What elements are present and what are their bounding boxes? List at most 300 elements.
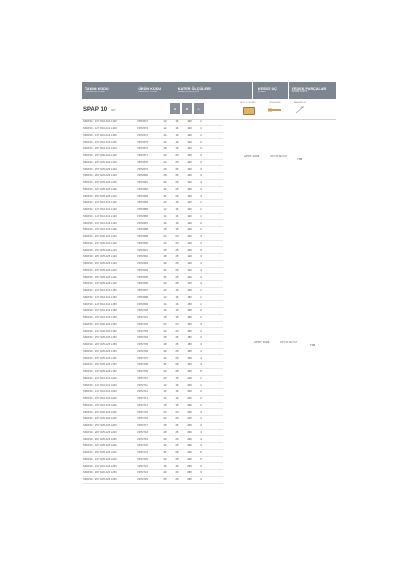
dim-h-cell: 12 <box>163 383 167 387</box>
group-number-cell: 2 <box>200 147 202 151</box>
dim-h-cell: 20 <box>163 410 167 414</box>
dim-l-cell: 200 <box>187 403 192 407</box>
ordering-code-cell: SPAP10 - 20Y D20 A20 L200 <box>83 410 117 414</box>
dim-h-cell: 32 <box>163 268 167 272</box>
dim-h-cell: 25 <box>163 167 167 171</box>
dim-h-cell: 40 <box>163 370 167 374</box>
dim-l-cell: 200 <box>187 397 192 401</box>
key-thumb-label: ANAHTAR KEY <box>293 102 307 104</box>
table-row <box>83 335 223 342</box>
dim-h-cell: 32 <box>163 356 167 360</box>
dim-l-cell: 150 <box>187 349 192 353</box>
product-code-cell: VRT2723 <box>137 464 148 468</box>
dim-b-cell: 25 <box>175 268 179 272</box>
dim-h-cell: 16 <box>163 397 167 401</box>
screw-group-2: VRT 04 M2,5x7 <box>280 341 298 344</box>
dim-h-cell: 18 <box>163 147 167 151</box>
dim-h-cell: 14 <box>163 133 167 137</box>
group-number-cell: 1 <box>200 383 202 387</box>
dim-b-cell: 25 <box>175 457 179 461</box>
dim-l-cell: 150 <box>187 336 192 340</box>
table-row <box>83 146 223 153</box>
product-code-cell: VRT2678 <box>137 160 148 164</box>
product-family-angle: 90° <box>111 108 116 112</box>
group-number-cell: 4 <box>200 363 202 367</box>
product-code-cell: VRT2705 <box>137 343 148 347</box>
ordering-code-cell: SPAP10 - 32Y D25 A25 L120 <box>83 268 117 272</box>
dim-h-cell: 28 <box>163 343 167 347</box>
table-row <box>83 281 223 288</box>
table-row <box>83 362 223 369</box>
dim-b-cell: 25 <box>175 248 179 252</box>
dim-b-cell: 20 <box>175 329 179 333</box>
dim-h-cell: 25 <box>163 424 167 428</box>
product-code-cell: VRT2681 <box>137 181 148 185</box>
dim-h-cell: 22 <box>163 241 167 245</box>
dim-h-cell: 14 <box>163 390 167 394</box>
dim-l-cell: 120 <box>187 248 192 252</box>
group-number-cell: 3 <box>200 248 202 252</box>
dim-b-cell: 16 <box>175 295 179 299</box>
product-code-cell: VRT2697 <box>137 289 148 293</box>
ordering-code-cell: SPAP10 - 22Y D20 A20 L150 <box>83 329 117 333</box>
product-code-cell: VRT2718 <box>137 430 148 434</box>
ordering-code-cell: SPAP10 - 35Y D25 A25 L120 <box>83 275 117 279</box>
ordering-code-cell: SPAP10 - 40Y D25 A25 L200 <box>83 457 117 461</box>
header-insert-title: KESİCİ UÇ <box>257 86 277 91</box>
table-row <box>83 436 223 443</box>
ordering-code-cell: SPAP10 - 16Y D16 A16 L100 <box>83 140 117 144</box>
table-row <box>83 200 223 207</box>
dim-l-box <box>194 103 204 114</box>
dim-b-cell: 25 <box>175 262 179 266</box>
dim-l-cell: 150 <box>187 322 192 326</box>
insert-group-1: APKT 1003 <box>244 154 260 158</box>
dim-l-cell: 200 <box>187 390 192 394</box>
dim-h-cell: 22 <box>163 160 167 164</box>
group-number-cell: 4 <box>200 356 202 360</box>
ordering-code-cell: SPAP10 - 35Y D25 A25 L100 <box>83 194 117 198</box>
dim-l-cell: 100 <box>187 167 192 171</box>
table-row <box>83 234 223 241</box>
group-number-cell: 3 <box>200 235 202 239</box>
dim-h-label: H <box>173 106 177 111</box>
header-insert-sub: INSERT <box>257 91 267 94</box>
group-number-cell: 5 <box>200 457 202 461</box>
product-code-cell: VRT2692 <box>137 255 148 259</box>
group-number-cell: 1 <box>200 208 202 212</box>
ordering-code-cell: SPAP10 - 14Y D16 A14 L120 <box>83 214 117 218</box>
ordering-code-cell: SPAP10 - 18Y D16 A16 L150 <box>83 316 117 320</box>
group-number-cell: 3 <box>200 241 202 245</box>
ordering-code-cell: SPAP10 - 12Y D16 A12 L200 <box>83 383 117 387</box>
dim-l-cell: 200 <box>187 457 192 461</box>
group-number-cell: 1 <box>200 376 202 380</box>
product-code-cell: VRT2709 <box>137 370 148 374</box>
group-number-cell: 4 <box>200 430 202 434</box>
product-code-cell: VRT2707 <box>137 356 148 360</box>
table-row <box>83 227 223 234</box>
dim-l-cell: 200 <box>187 430 192 434</box>
product-code-cell: VRT2677 <box>137 154 148 158</box>
product-code-cell: VRT2716 <box>137 417 148 421</box>
dim-l-cell: 100 <box>187 127 192 131</box>
group-number-cell: 3 <box>200 336 202 340</box>
dim-h-cell: 20 <box>163 235 167 239</box>
dim-b-cell: 25 <box>175 336 179 340</box>
dim-l-cell: 250 <box>187 478 192 482</box>
group-number-cell: 4 <box>200 268 202 272</box>
group-number-cell: 3 <box>200 424 202 428</box>
dim-h-cell: 25 <box>163 248 167 252</box>
header-product-code <box>138 82 178 99</box>
dim-b-cell: 25 <box>175 478 179 482</box>
header-product-code-title: ÜRÜN KODU <box>138 86 162 91</box>
ordering-code-cell: SPAP10 - 18Y D16 A16 L120 <box>83 228 117 232</box>
dim-h-cell: 10 <box>163 201 167 205</box>
dim-b-cell: 16 <box>175 228 179 232</box>
table-row <box>83 470 223 477</box>
dim-l-cell: 150 <box>187 363 192 367</box>
ordering-code-cell: SPAP10 - 18Y D16 A16 L100 <box>83 147 117 151</box>
group-number-cell: 3 <box>200 154 202 158</box>
dim-l-cell: 100 <box>187 194 192 198</box>
product-code-cell: VRT2722 <box>137 457 148 461</box>
table-row <box>83 355 223 362</box>
product-table <box>83 119 223 484</box>
table-row <box>83 268 223 275</box>
dim-h-cell: 28 <box>163 174 167 178</box>
dim-l-cell: 150 <box>187 329 192 333</box>
product-code-cell: VRT2676 <box>137 147 148 151</box>
product-code-cell: VRT2691 <box>137 248 148 252</box>
dim-l-cell: 100 <box>187 154 192 158</box>
dim-h-cell: 35 <box>163 363 167 367</box>
product-code-cell: VRT2715 <box>137 410 148 414</box>
dim-l-cell: 150 <box>187 309 192 313</box>
ordering-code-cell: SPAP10 - 30Y D25 A25 L150 <box>83 349 117 353</box>
dim-b-cell: 25 <box>175 255 179 259</box>
ordering-code-cell: SPAP10 - 35Y D25 A25 L200 <box>83 451 117 455</box>
product-code-cell: VRT2701 <box>137 316 148 320</box>
header-spare-parts <box>289 82 336 99</box>
group-number-cell: 2 <box>200 309 202 313</box>
ordering-code-cell: SPAP10 - 10Y D16 A10 L100 <box>83 120 117 124</box>
product-code-cell: VRT2719 <box>137 437 148 441</box>
table-row <box>83 187 223 194</box>
group-number-cell: 2 <box>200 221 202 225</box>
ordering-code-cell: SPAP10 - 28Y D25 A25 L100 <box>83 174 117 178</box>
group-number-cell: 1 <box>200 127 202 131</box>
dim-h-cell: 16 <box>163 221 167 225</box>
group-number-cell: 4 <box>200 187 202 191</box>
dim-l-cell: 120 <box>187 228 192 232</box>
dim-h-cell: 16 <box>163 140 167 144</box>
group-number-cell: 1 <box>200 201 202 205</box>
dim-h-cell: 12 <box>163 295 167 299</box>
table-row <box>83 409 223 416</box>
table-row <box>83 274 223 281</box>
dim-h-cell: 28 <box>163 255 167 259</box>
group-number-cell: 1 <box>200 289 202 293</box>
ordering-code-cell: SPAP10 - 25Y D25 A25 L150 <box>83 336 117 340</box>
table-row <box>83 193 223 200</box>
ordering-code-cell: SPAP10 - 16Y D16 A16 L150 <box>83 309 117 313</box>
group-number-cell: 4 <box>200 349 202 353</box>
dim-b-cell: 16 <box>175 127 179 131</box>
ordering-code-cell: SPAP10 - 14Y D16 A14 L200 <box>83 390 117 394</box>
ordering-code-cell: SPAP10 - 22Y D20 A20 L200 <box>83 417 117 421</box>
table-row <box>83 220 223 227</box>
table-row <box>83 396 223 403</box>
dim-b-cell: 20 <box>175 241 179 245</box>
table-row <box>83 295 223 302</box>
dim-b-cell: 25 <box>175 187 179 191</box>
ordering-code-cell: SPAP10 - 32Y D25 A25 L200 <box>83 444 117 448</box>
dim-l-cell: 120 <box>187 221 192 225</box>
dim-h-cell: 30 <box>163 437 167 441</box>
header-dimensions <box>178 82 252 99</box>
dim-h-cell: 16 <box>163 464 167 468</box>
table-row <box>83 342 223 349</box>
product-code-cell: VRT2698 <box>137 295 148 299</box>
ordering-code-cell: SPAP10 - 16Y D16 A16 L200 <box>83 397 117 401</box>
group-number-cell: 3 <box>200 478 202 482</box>
dim-b-cell: 25 <box>175 181 179 185</box>
table-row <box>83 369 223 376</box>
product-code-cell: VRT2720 <box>137 444 148 448</box>
dim-h-cell: 10 <box>163 289 167 293</box>
ordering-code-cell: SPAP10 - 12Y D16 A12 L150 <box>83 295 117 299</box>
dim-b-cell: 25 <box>175 282 179 286</box>
group-number-cell: 2 <box>200 403 202 407</box>
dim-b-cell: 25 <box>175 363 179 367</box>
dim-l-cell: 150 <box>187 316 192 320</box>
table-row <box>83 301 223 308</box>
screw-group-1: VRT 04 M2,5x7 <box>270 155 288 158</box>
product-code-cell: VRT2675 <box>137 140 148 144</box>
ordering-code-cell: SPAP10 - 10Y D16 A10 L200 <box>83 376 117 380</box>
product-code-cell: VRT2699 <box>137 302 148 306</box>
product-code-cell: VRT2680 <box>137 174 148 178</box>
header-dimensions-title: KATER ÖLÇÜLERİ <box>177 86 211 91</box>
dim-h-cell: 18 <box>163 403 167 407</box>
dim-h-cell: 25 <box>163 478 167 482</box>
dim-h-cell: 10 <box>163 120 167 124</box>
dim-b-label: B <box>185 106 189 111</box>
table-row <box>83 382 223 389</box>
product-code-cell: VRT2704 <box>137 336 148 340</box>
group-number-cell: 1 <box>200 120 202 124</box>
table-row <box>83 450 223 457</box>
dim-l-cell: 120 <box>187 214 192 218</box>
product-code-cell: VRT2690 <box>137 241 148 245</box>
dim-l-cell: 100 <box>187 187 192 191</box>
product-code-cell: VRT2703 <box>137 329 148 333</box>
header-ordering-code <box>82 82 138 99</box>
dim-l-cell: 120 <box>187 201 192 205</box>
dim-b-cell: 16 <box>175 214 179 218</box>
dim-h-cell: 30 <box>163 262 167 266</box>
group-number-cell: 2 <box>200 397 202 401</box>
group-number-cell: 4 <box>200 194 202 198</box>
dim-b-cell: 16 <box>175 302 179 306</box>
key-icon <box>295 106 305 114</box>
table-row <box>83 443 223 450</box>
dim-l-cell: 100 <box>187 160 192 164</box>
product-code-cell: VRT2714 <box>137 403 148 407</box>
table-row <box>83 288 223 295</box>
group-number-cell: 2 <box>200 140 202 144</box>
product-code-cell: VRT2712 <box>137 390 148 394</box>
dim-l-cell: 120 <box>187 275 192 279</box>
dim-h-box <box>170 103 180 114</box>
group-number-cell: 3 <box>200 174 202 178</box>
header-ordering-code-sub: ORDERING CODE <box>85 91 105 94</box>
dim-l-cell: 200 <box>187 424 192 428</box>
group-number-cell: 4 <box>200 444 202 448</box>
dim-b-cell: 16 <box>175 397 179 401</box>
table-header <box>82 82 336 99</box>
table-row <box>83 403 223 410</box>
dim-h-cell: 28 <box>163 430 167 434</box>
dim-l-cell: 120 <box>187 208 192 212</box>
dim-b-cell: 25 <box>175 451 179 455</box>
dim-l-cell: 120 <box>187 235 192 239</box>
dim-h-cell: 30 <box>163 181 167 185</box>
ordering-code-cell: SPAP10 - 28Y D25 A25 L200 <box>83 430 117 434</box>
insert-group-2: APKT 1003 <box>254 340 270 344</box>
table-row <box>83 180 223 187</box>
dim-l-cell: 100 <box>187 147 192 151</box>
table-row <box>83 463 223 470</box>
ordering-code-cell: SPAP10 - 12Y D16 A12 L100 <box>83 127 117 131</box>
table-row <box>83 247 223 254</box>
dim-b-cell: 25 <box>175 275 179 279</box>
screw-thumb-label: VİDA SCREW <box>269 102 281 104</box>
dim-l-cell: 200 <box>187 437 192 441</box>
dim-b-cell: 16 <box>175 140 179 144</box>
dim-b-cell: 16 <box>175 147 179 151</box>
ordering-code-cell: SPAP10 - 28Y D25 A25 L120 <box>83 255 117 259</box>
product-code-cell: VRT2672 <box>137 120 148 124</box>
product-code-cell: VRT2682 <box>137 187 148 191</box>
product-code-cell: VRT2713 <box>137 397 148 401</box>
product-code-cell: VRT2706 <box>137 349 148 353</box>
header-ordering-code-title: TAKIM KODU <box>85 86 109 91</box>
header-insert <box>253 82 288 99</box>
ordering-code-cell: SPAP10 - 28Y D25 A25 L150 <box>83 343 117 347</box>
dim-l-cell: 200 <box>187 410 192 414</box>
dim-b-cell: 16 <box>175 289 179 293</box>
ordering-code-cell: SPAP10 - 25Y D25 A25 L100 <box>83 167 117 171</box>
dim-l-cell: 120 <box>187 241 192 245</box>
product-code-cell: VRT2700 <box>137 309 148 313</box>
group-number-cell: 3 <box>200 329 202 333</box>
dim-l-cell: 120 <box>187 255 192 259</box>
header-spare-parts-title: YEDEK PARÇALAR <box>291 86 327 91</box>
table-row <box>83 166 223 173</box>
product-code-cell: VRT2725 <box>137 478 148 482</box>
group-number-cell: 3 <box>200 167 202 171</box>
group-number-cell: 4 <box>200 282 202 286</box>
dim-b-cell: 25 <box>175 430 179 434</box>
group-number-cell: 1 <box>200 295 202 299</box>
ordering-code-cell: SPAP10 - 30Y D25 A25 L200 <box>83 437 117 441</box>
dim-l-cell: 150 <box>187 343 192 347</box>
dim-h-cell: 40 <box>163 457 167 461</box>
dim-h-cell: 14 <box>163 302 167 306</box>
product-code-cell: VRT2724 <box>137 471 148 475</box>
dim-h-cell: 35 <box>163 194 167 198</box>
header-spare-parts-sub: SPARE PARTS <box>291 91 308 94</box>
group-number-cell: 3 <box>200 343 202 347</box>
dim-b-cell: 25 <box>175 349 179 353</box>
dim-l-cell: 100 <box>187 174 192 178</box>
ordering-code-cell: SPAP10 - 16Y D16 A16 L250 <box>83 464 117 468</box>
product-code-cell: VRT2673 <box>137 127 148 131</box>
ordering-code-cell: SPAP10 - 32Y D25 A25 L150 <box>83 356 117 360</box>
table-row <box>83 308 223 315</box>
dim-b-cell: 20 <box>175 471 179 475</box>
ordering-code-cell: SPAP10 - 12Y D16 A12 L120 <box>83 208 117 212</box>
dim-l-cell: 150 <box>187 289 192 293</box>
table-row <box>83 423 223 430</box>
dim-b-cell: 20 <box>175 160 179 164</box>
dim-b-cell: 16 <box>175 383 179 387</box>
ordering-code-cell: SPAP10 - 20Y D20 A20 L250 <box>83 471 117 475</box>
product-code-cell: VRT2717 <box>137 424 148 428</box>
product-family-name: SPAP 10 <box>83 107 108 113</box>
dim-b-cell: 25 <box>175 194 179 198</box>
ordering-code-cell: SPAP10 - 35Y D25 A25 L150 <box>83 363 117 367</box>
dim-h-cell: 18 <box>163 228 167 232</box>
group-number-cell: 5 <box>200 451 202 455</box>
product-code-cell: VRT2694 <box>137 268 148 272</box>
product-code-cell: VRT2688 <box>137 228 148 232</box>
product-code-cell: VRT2710 <box>137 376 148 380</box>
table-row <box>83 430 223 437</box>
group-number-cell: 3 <box>200 410 202 414</box>
group-number-cell: 2 <box>200 464 202 468</box>
ordering-code-cell: SPAP10 - 25Y D25 A25 L120 <box>83 248 117 252</box>
dim-b-cell: 25 <box>175 343 179 347</box>
dim-l-cell: 150 <box>187 302 192 306</box>
dim-h-cell: 35 <box>163 275 167 279</box>
dim-l-cell: 100 <box>187 181 192 185</box>
table-row <box>83 261 223 268</box>
product-code-cell: VRT2695 <box>137 275 148 279</box>
group-number-cell: 2 <box>200 390 202 394</box>
header-dimensions-sub: DIMENSIONS (mm) <box>177 91 199 94</box>
header-product-code-sub: PRODUCT CODE <box>138 91 157 94</box>
product-family-title <box>83 107 116 113</box>
product-code-cell: VRT2689 <box>137 235 148 239</box>
table-row <box>83 389 223 396</box>
ordering-code-cell: SPAP10 - 25Y D25 A25 L200 <box>83 424 117 428</box>
group-number-cell: 1 <box>200 214 202 218</box>
dim-b-cell: 16 <box>175 120 179 124</box>
group-number-cell: 4 <box>200 437 202 441</box>
dim-b-cell: 25 <box>175 356 179 360</box>
product-code-cell: VRT2696 <box>137 282 148 286</box>
ordering-code-cell: SPAP10 - 14Y D16 A14 L100 <box>83 133 117 137</box>
dim-b-cell: 16 <box>175 201 179 205</box>
dim-b-cell: 25 <box>175 167 179 171</box>
group-number-cell: 4 <box>200 262 202 266</box>
table-row <box>83 207 223 214</box>
insert-thumb-label: APKT 10 UYUMLU <box>240 102 256 104</box>
